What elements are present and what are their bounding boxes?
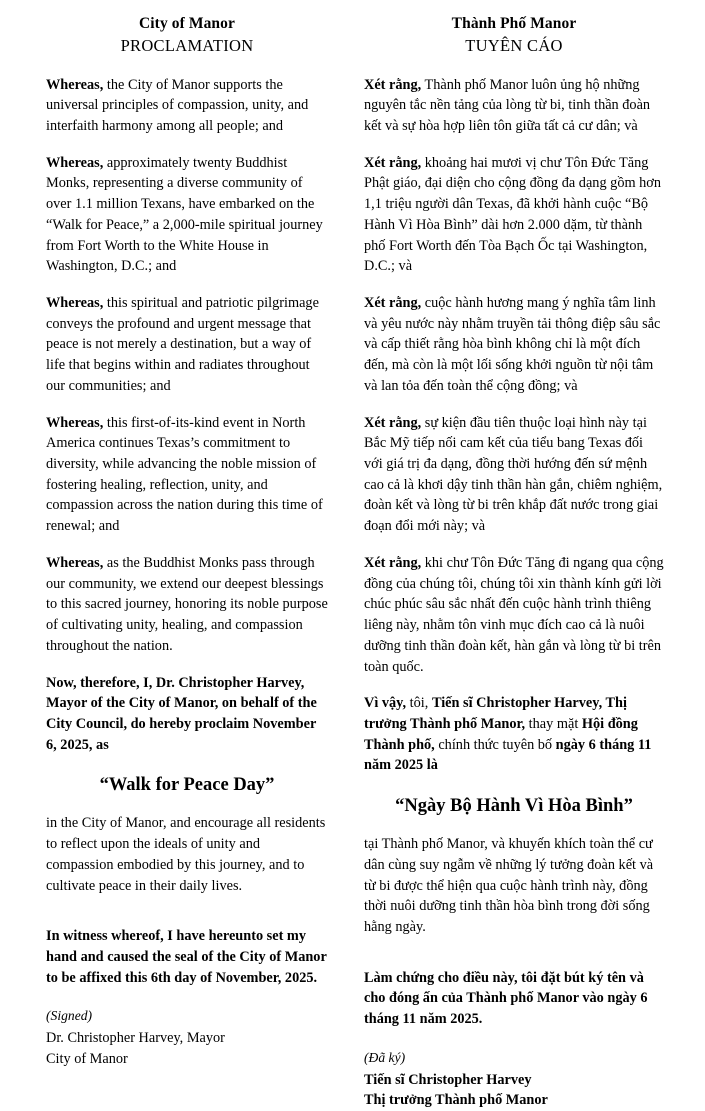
vietnamese-resolution-r2: thay mặt [525, 715, 582, 732]
english-whereas-5-lead: Whereas, [46, 554, 104, 571]
english-whereas-3-lead: Whereas, [46, 295, 104, 312]
vietnamese-city-name: Thành Phố Manor [451, 15, 577, 32]
english-whereas-2-lead: Whereas, [46, 154, 104, 171]
english-whereas-1 [46, 75, 328, 137]
vietnamese-whereas-2 [364, 153, 664, 277]
vietnamese-resolution-b3: Hội đồng Thành phố, [364, 715, 638, 753]
vietnamese-whereas-5 [364, 553, 664, 677]
english-spacer [46, 912, 328, 926]
english-whereas-2 [46, 153, 328, 277]
vietnamese-resolution-r3: chính thức tuyên bố [434, 736, 556, 753]
vietnamese-whereas-4-lead: Xét rằng, [364, 414, 422, 431]
english-whereas-5-body: as the Buddhist Monks pass through our community, we extend our deepest blessings to this sacred journey, honoring its noble purpose of cultivating unity, healing, and compassion throughout the nation. [46, 554, 328, 654]
vietnamese-signature-block [364, 1048, 664, 1111]
vietnamese-whereas-1-body: Thành phố Manor luôn ủng hộ những nguyên tắc nền tảng của lòng từ bi, tinh thần đoàn kết và sự hòa hợp liên tôn giữa tất cả cư dân; và [364, 76, 651, 134]
english-whereas-4-body: this first-of-its-kind event in North America continues Texas’s commitment to diversity, while advancing the noble mission of fostering healing, reflection, unity, and compassion across the nation during this time of renewal; and [46, 414, 323, 535]
english-whereas-2-body: approximately twenty Buddhist Monks, representing a diverse community of over 1.1 million Texans, have embarked on the “Walk for Peace,” a 2,000-mile spiritual journey from Fort Worth to the White House in Washington, D.C.; and [46, 154, 323, 275]
english-whereas-3 [46, 293, 328, 397]
english-signer-org: City of Manor [46, 1050, 128, 1067]
vietnamese-whereas-1 [364, 75, 664, 137]
vietnamese-proclamation-title: “Ngày Bộ Hành Vì Hòa Bình” [395, 796, 633, 817]
vietnamese-witness: Làm chứng cho điều này, tôi đặt bút ký tên và cho đóng ấn của Thành phố Manor vào ngày 6 tháng 11 năm 2025. [364, 969, 648, 1028]
vietnamese-resolution-b2: Tiến sĩ Christopher Harvey, Thị trưởng Thành phố Manor, [364, 695, 627, 732]
vietnamese-whereas-5-lead: Xét rằng, [364, 554, 422, 571]
vietnamese-whereas-2-lead: Xét rằng, [364, 154, 422, 171]
vietnamese-whereas-1-lead: Xét rằng, [364, 76, 422, 93]
vietnamese-column [364, 14, 664, 1111]
english-resolution: Now, therefore, I, Dr. Christopher Harvey, Mayor of the City of Manor, on behalf of the City Council, do hereby proclaim November 6, 2025, as [46, 674, 317, 753]
vietnamese-resolution-b1: Vì vậy, [364, 695, 407, 712]
vietnamese-resolution [364, 693, 664, 776]
vietnamese-whereas-4 [364, 413, 664, 537]
vietnamese-closing: tại Thành phố Manor, và khuyến khích toàn thể cư dân cùng suy ngẫm về những lý tưởng đoàn kết và từ bi được thể hiện qua cuộc hành trình này, đồng thời nuôi dưỡng tinh thần hòa bình trong đời sống hằng ngày. [364, 836, 654, 936]
english-whereas-5 [46, 553, 328, 657]
vietnamese-signer-org: Thị trưởng Thành phố Manor [364, 1092, 548, 1109]
english-signer-name: Dr. Christopher Harvey, Mayor [46, 1030, 225, 1047]
english-city-name: City of Manor [138, 15, 235, 32]
vietnamese-whereas-3 [364, 293, 664, 397]
vietnamese-whereas-3-body: cuộc hành hương mang ý nghĩa tâm linh và yêu nước này nhằm truyền tải thông điệp sâu sắc và cấp thiết rằng hòa bình không chỉ là một đích đến, mà còn là một lối sống khởi nguồn từ nội tâm và lan tỏa đến toàn thể cộng đồng; và [364, 295, 661, 394]
vietnamese-whereas-5-body: khi chư Tôn Đức Tăng đi ngang qua cộng đồng của chúng tôi, chúng tôi xin thành kính gửi lời chúc phúc sâu sắc nhất đến cuộc hành trình thiêng liêng này, nhằm tôn vinh mục đích cao cả là nuôi dưỡng tinh thần đoàn kết, hàn gắn và lòng từ bi trên toàn quốc. [364, 554, 664, 675]
english-doc-type: PROCLAMATION [120, 35, 254, 55]
english-signed-mark: (Signed) [46, 1008, 93, 1024]
vietnamese-whereas-4-body: sự kiện đầu tiên thuộc loại hình này tại Bắc Mỹ tiếp nối cam kết của tiểu bang Texas đối với giá trị đa dạng, đồng thời hướng đến sứ mệnh cao cả là khơi dậy tinh thần hàn gắn, chiêm nghiệm, đoàn kết và lòng từ bi trên khắp đất nước trong giai đoạn đổi mới này; và [364, 414, 663, 535]
english-witness: In witness whereof, I have hereunto set my hand and caused the seal of the City of Manor to be affixed this 6th day of November, 2025. [46, 928, 327, 986]
english-whereas-1-lead: Whereas, [46, 76, 104, 93]
vietnamese-whereas-2-body: khoảng hai mươi vị chư Tôn Đức Tăng Phật giáo, đại diện cho cộng đồng đa dạng gồm hơn 1,1 triệu người dân Texas, đã khởi hành cuộc “Bộ Hành Vì Hòa Bình” dài hơn 2.000 dặm, từ thành phố Fort Worth đến Tòa Bạch Ốc tại Washington, D.C.; và [364, 154, 662, 275]
vietnamese-whereas-3-lead: Xét rằng, [364, 295, 422, 312]
english-signature-block [46, 1006, 328, 1069]
vietnamese-doc-type: TUYÊN CÁO [465, 35, 563, 55]
english-header [46, 14, 328, 57]
vietnamese-resolution-r1: tôi, [406, 695, 432, 712]
vietnamese-signed-mark: (Đã ký) [364, 1049, 406, 1065]
english-whereas-4 [46, 413, 328, 537]
english-whereas-1-body: the City of Manor supports the universal principles of compassion, unity, and interfaith harmony among all people; and [46, 76, 309, 134]
vietnamese-header [364, 14, 664, 57]
vietnamese-resolution-b4: ngày 6 tháng 11 năm 2025 là [364, 736, 652, 774]
vietnamese-signer-name: Tiến sĩ Christopher Harvey [364, 1071, 532, 1088]
english-whereas-3-body: this spiritual and patriotic pilgrimage conveys the profound and urgent message that peace is not merely a destination, but a way of life that begins within and radiates throughout our communities; and [46, 295, 319, 394]
english-closing: in the City of Manor, and encourage all residents to reflect upon the ideals of unity and compassion embodied by this journey, and to cultivate peace in their daily lives. [46, 815, 326, 894]
vietnamese-spacer [364, 954, 664, 968]
english-column [46, 14, 346, 1070]
two-column-layout [46, 14, 673, 1111]
english-whereas-4-lead: Whereas, [46, 414, 104, 431]
english-proclamation-title: “Walk for Peace Day” [99, 775, 275, 796]
